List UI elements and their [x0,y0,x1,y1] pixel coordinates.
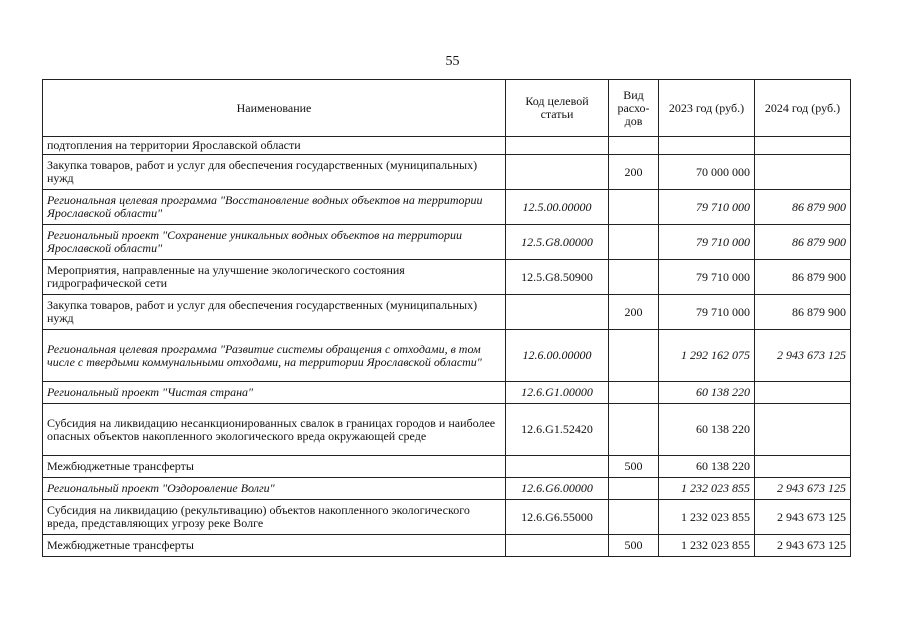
row-2024-cell: 86 879 900 [755,295,851,330]
row-2024-cell: 2 943 673 125 [755,478,851,500]
row-name-cell: Закупка товаров, работ и услуг для обеспечения государственных (муниципальных) нужд [43,295,506,330]
table-header-row [43,80,851,137]
row-kind-cell [609,478,659,500]
table-row [43,225,851,260]
row-2023-cell: 79 710 000 [659,295,755,330]
table-row [43,382,851,404]
row-kind-cell [609,190,659,225]
header-kind: Вид расхо-дов [609,80,659,137]
row-code-cell [506,137,609,155]
row-2024-cell [755,137,851,155]
table-row [43,535,851,557]
row-code-cell: 12.6.G6.00000 [506,478,609,500]
table-row [43,295,851,330]
row-2023-cell: 60 138 220 [659,404,755,456]
table-row [43,190,851,225]
header-2024: 2024 год (руб.) [755,80,851,137]
row-code-cell [506,155,609,190]
row-2024-cell [755,155,851,190]
row-name-cell: Субсидия на ликвидацию несанкционированных свалок в границах городов и наиболее опасных объектов накопленного экологического вреда окружающей среде [43,404,506,456]
row-kind-cell [609,500,659,535]
row-name-cell: Региональный проект "Сохранение уникальных водных объектов на территории Ярославской области" [43,225,506,260]
row-kind-cell: 200 [609,155,659,190]
row-code-cell: 12.6.G1.00000 [506,382,609,404]
row-kind-cell: 200 [609,295,659,330]
row-2024-cell: 2 943 673 125 [755,330,851,382]
row-2024-cell: 86 879 900 [755,225,851,260]
row-code-cell: 12.6.G6.55000 [506,500,609,535]
row-name-cell: подтопления на территории Ярославской области [43,137,506,155]
table-body [43,137,851,557]
row-code-cell: 12.5.G8.00000 [506,225,609,260]
table-row [43,478,851,500]
row-code-cell: 12.5.G8.50900 [506,260,609,295]
header-2023: 2023 год (руб.) [659,80,755,137]
row-2024-cell: 86 879 900 [755,190,851,225]
row-kind-cell [609,225,659,260]
row-code-cell [506,535,609,557]
row-code-cell [506,295,609,330]
row-name-cell: Региональный проект "Оздоровление Волги" [43,478,506,500]
row-kind-cell [609,404,659,456]
row-2023-cell: 1 232 023 855 [659,500,755,535]
row-kind-cell: 500 [609,456,659,478]
row-2024-cell [755,456,851,478]
row-name-cell: Межбюджетные трансферты [43,535,506,557]
table-row [43,260,851,295]
row-code-cell: 12.5.00.00000 [506,190,609,225]
table-row [43,456,851,478]
row-code-cell: 12.6.00.00000 [506,330,609,382]
row-kind-cell [609,382,659,404]
header-code: Код целевой статьи [506,80,609,137]
row-name-cell: Региональная целевая программа "Восстановление водных объектов на территории Ярославской области" [43,190,506,225]
budget-table [42,79,851,557]
row-kind-cell [609,260,659,295]
row-2023-cell: 60 138 220 [659,456,755,478]
row-name-cell: Закупка товаров, работ и услуг для обеспечения государственных (муниципальных) нужд [43,155,506,190]
row-kind-cell [609,330,659,382]
row-name-cell: Межбюджетные трансферты [43,456,506,478]
row-kind-cell: 500 [609,535,659,557]
row-2023-cell: 1 232 023 855 [659,478,755,500]
header-name: Наименование [43,80,506,137]
row-2024-cell: 2 943 673 125 [755,500,851,535]
row-2023-cell [659,137,755,155]
row-2023-cell: 60 138 220 [659,382,755,404]
row-code-cell: 12.6.G1.52420 [506,404,609,456]
row-name-cell: Мероприятия, направленные на улучшение экологического состояния гидрографической сети [43,260,506,295]
table-row [43,137,851,155]
row-2024-cell [755,404,851,456]
table-row [43,155,851,190]
row-2023-cell: 1 232 023 855 [659,535,755,557]
row-2023-cell: 70 000 000 [659,155,755,190]
row-2024-cell [755,382,851,404]
row-2024-cell: 2 943 673 125 [755,535,851,557]
row-code-cell [506,456,609,478]
table-row [43,500,851,535]
table-row [43,330,851,382]
row-name-cell: Региональный проект "Чистая страна" [43,382,506,404]
row-2024-cell: 86 879 900 [755,260,851,295]
row-name-cell: Региональная целевая программа "Развитие системы обращения с отходами, в том числе с твердыми коммунальными отходами, на территории Ярославской области" [43,330,506,382]
row-2023-cell: 79 710 000 [659,260,755,295]
row-2023-cell: 79 710 000 [659,225,755,260]
table-row [43,404,851,456]
row-2023-cell: 1 292 162 075 [659,330,755,382]
row-2023-cell: 79 710 000 [659,190,755,225]
page-number: 55 [445,54,460,69]
row-name-cell: Субсидия на ликвидацию (рекультивацию) объектов накопленного экологического вреда, представляющих угрозу реке Волге [43,500,506,535]
row-kind-cell [609,137,659,155]
